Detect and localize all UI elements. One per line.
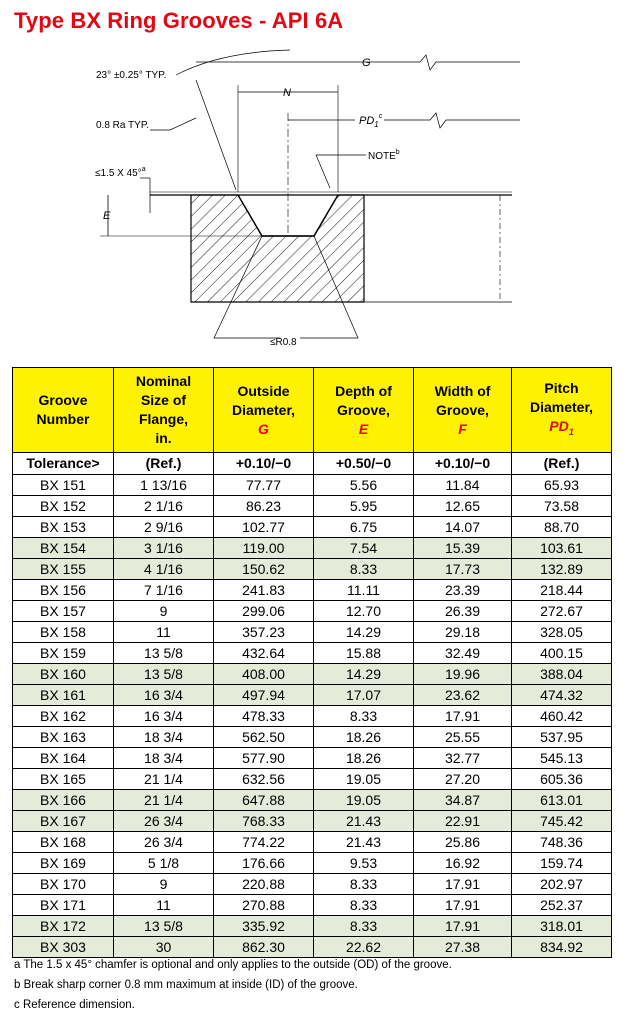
table-row bbox=[13, 727, 612, 748]
tolerance-row bbox=[13, 453, 612, 475]
table-cell: BX 170 bbox=[13, 874, 114, 895]
table-cell: BX 168 bbox=[13, 832, 114, 853]
chamfer-label: ≤1.5 X 45°$^a$ bbox=[95, 166, 146, 179]
table-row bbox=[13, 874, 612, 895]
table-cell: 17.07 bbox=[314, 685, 414, 706]
footnote-b: b Break sharp corner 0.8 mm maximum at inside (ID) of the groove. bbox=[14, 979, 358, 991]
table-cell: 335.92 bbox=[214, 916, 314, 937]
table-cell: 9 bbox=[114, 601, 214, 622]
table-cell: 86.23 bbox=[214, 496, 314, 517]
table-cell: 8.33 bbox=[314, 559, 414, 580]
table-cell: 768.33 bbox=[214, 811, 314, 832]
table-row bbox=[13, 811, 612, 832]
table-cell: 647.88 bbox=[214, 790, 314, 811]
table-cell: 748.36 bbox=[512, 832, 612, 853]
table-cell: 834.92 bbox=[512, 937, 612, 958]
table-cell: 65.93 bbox=[512, 475, 612, 496]
table-cell: 21 1/4 bbox=[114, 790, 214, 811]
table-cell: BX 157 bbox=[13, 601, 114, 622]
table-cell: BX 171 bbox=[13, 895, 114, 916]
table-cell: 17.91 bbox=[414, 916, 512, 937]
table-cell: BX 151 bbox=[13, 475, 114, 496]
groove-body-hatch bbox=[191, 195, 364, 302]
table-cell: 12.65 bbox=[414, 496, 512, 517]
surface-finish-label: 0.8 Ra TYP. bbox=[96, 120, 149, 131]
table-cell: 16.92 bbox=[414, 853, 512, 874]
table-cell: 357.23 bbox=[214, 622, 314, 643]
table-cell: BX 165 bbox=[13, 769, 114, 790]
table-cell: 32.77 bbox=[414, 748, 512, 769]
table-cell: 8.33 bbox=[314, 874, 414, 895]
table-row bbox=[13, 643, 612, 664]
table-cell: 497.94 bbox=[214, 685, 314, 706]
table-cell: 272.67 bbox=[512, 601, 612, 622]
table-cell: 17.91 bbox=[414, 706, 512, 727]
table-cell: 388.04 bbox=[512, 664, 612, 685]
table-cell: 11 bbox=[114, 895, 214, 916]
table-cell: 613.01 bbox=[512, 790, 612, 811]
table-cell: 18.26 bbox=[314, 748, 414, 769]
table-cell: 11 bbox=[114, 622, 214, 643]
table-cell: 103.61 bbox=[512, 538, 612, 559]
table-cell: 11.84 bbox=[414, 475, 512, 496]
table-cell: BX 159 bbox=[13, 643, 114, 664]
table-cell: 5.95 bbox=[314, 496, 414, 517]
table-cell: 14.29 bbox=[314, 622, 414, 643]
table-cell: (Ref.) bbox=[114, 453, 214, 475]
table-cell: 34.87 bbox=[414, 790, 512, 811]
table-cell: 7 1/16 bbox=[114, 580, 214, 601]
table-cell: BX 164 bbox=[13, 748, 114, 769]
table-cell: 299.06 bbox=[214, 601, 314, 622]
table-row bbox=[13, 517, 612, 538]
table-cell: 432.64 bbox=[214, 643, 314, 664]
table-cell: +0.10/−0 bbox=[214, 453, 314, 475]
header-outside-diameter: Outside Diameter, G bbox=[214, 368, 314, 453]
table-cell: 545.13 bbox=[512, 748, 612, 769]
table-cell: 17.73 bbox=[414, 559, 512, 580]
table-cell: 25.86 bbox=[414, 832, 512, 853]
table-cell: BX 303 bbox=[13, 937, 114, 958]
table-cell: BX 162 bbox=[13, 706, 114, 727]
table-cell: 132.89 bbox=[512, 559, 612, 580]
table-cell: 13 5/8 bbox=[114, 916, 214, 937]
table-cell: 19.96 bbox=[414, 664, 512, 685]
table-cell: BX 154 bbox=[13, 538, 114, 559]
table-cell: 7.54 bbox=[314, 538, 414, 559]
table-cell: 202.97 bbox=[512, 874, 612, 895]
table-cell: 774.22 bbox=[214, 832, 314, 853]
table-cell: BX 152 bbox=[13, 496, 114, 517]
table-cell: 1 13/16 bbox=[114, 475, 214, 496]
table-cell: 27.20 bbox=[414, 769, 512, 790]
table-row bbox=[13, 853, 612, 874]
table-cell: 460.42 bbox=[512, 706, 612, 727]
table-cell: 562.50 bbox=[214, 727, 314, 748]
table-cell: 159.74 bbox=[512, 853, 612, 874]
table-cell: 2 9/16 bbox=[114, 517, 214, 538]
table-cell: 77.77 bbox=[214, 475, 314, 496]
table-cell: 18 3/4 bbox=[114, 748, 214, 769]
table-cell: 18 3/4 bbox=[114, 727, 214, 748]
table-cell: BX 161 bbox=[13, 685, 114, 706]
table-cell: 73.58 bbox=[512, 496, 612, 517]
table-cell: BX 166 bbox=[13, 790, 114, 811]
table-cell: BX 158 bbox=[13, 622, 114, 643]
table-cell: 218.44 bbox=[512, 580, 612, 601]
table-cell: 862.30 bbox=[214, 937, 314, 958]
groove-dimensions-table bbox=[12, 367, 612, 958]
pd-dim-label: $PD_1^c$ bbox=[359, 113, 383, 129]
header-pitch-diameter: Pitch Diameter, $PD_1$ bbox=[512, 368, 612, 453]
angle-label: 23° ±0.25° TYP. bbox=[96, 70, 167, 81]
header-depth: Depth of Groove, E bbox=[314, 368, 414, 453]
table-cell: BX 163 bbox=[13, 727, 114, 748]
table-cell: 14.07 bbox=[414, 517, 512, 538]
table-cell: 328.05 bbox=[512, 622, 612, 643]
table-cell: BX 155 bbox=[13, 559, 114, 580]
table-cell: BX 156 bbox=[13, 580, 114, 601]
table-cell: 3 1/16 bbox=[114, 538, 214, 559]
table-cell: 21.43 bbox=[314, 832, 414, 853]
table-row bbox=[13, 580, 612, 601]
footnote-c: c Reference dimension. bbox=[14, 999, 135, 1011]
table-cell: 400.15 bbox=[512, 643, 612, 664]
table-cell: 14.29 bbox=[314, 664, 414, 685]
table-cell: 23.62 bbox=[414, 685, 512, 706]
table-cell: 15.88 bbox=[314, 643, 414, 664]
table-row bbox=[13, 706, 612, 727]
table-cell: 27.38 bbox=[414, 937, 512, 958]
table-row bbox=[13, 538, 612, 559]
header-groove-number: Groove Number bbox=[13, 368, 114, 453]
table-row bbox=[13, 601, 612, 622]
table-cell: 21 1/4 bbox=[114, 769, 214, 790]
header-row bbox=[13, 368, 612, 453]
table-cell: 605.36 bbox=[512, 769, 612, 790]
table-cell: 16 3/4 bbox=[114, 706, 214, 727]
table-cell: +0.50/−0 bbox=[314, 453, 414, 475]
table-row bbox=[13, 790, 612, 811]
table-cell: 26 3/4 bbox=[114, 811, 214, 832]
table-cell: 15.39 bbox=[414, 538, 512, 559]
table-row bbox=[13, 769, 612, 790]
table-cell: Tolerance> bbox=[13, 453, 114, 475]
table-cell: 8.33 bbox=[314, 916, 414, 937]
table-cell: +0.10/−0 bbox=[414, 453, 512, 475]
table-cell: 270.88 bbox=[214, 895, 314, 916]
table-cell: 2 1/16 bbox=[114, 496, 214, 517]
table-cell: 22.62 bbox=[314, 937, 414, 958]
table-cell: 632.56 bbox=[214, 769, 314, 790]
table-cell: BX 153 bbox=[13, 517, 114, 538]
table-cell: 19.05 bbox=[314, 790, 414, 811]
table-cell: 5.56 bbox=[314, 475, 414, 496]
table-cell: 13 5/8 bbox=[114, 643, 214, 664]
table-cell: 8.33 bbox=[314, 895, 414, 916]
table-row bbox=[13, 622, 612, 643]
table-row bbox=[13, 475, 612, 496]
table-cell: 26.39 bbox=[414, 601, 512, 622]
table-cell: 25.55 bbox=[414, 727, 512, 748]
table-cell: 11.11 bbox=[314, 580, 414, 601]
table-row bbox=[13, 832, 612, 853]
table-cell: 176.66 bbox=[214, 853, 314, 874]
table-row bbox=[13, 664, 612, 685]
table-cell: 9.53 bbox=[314, 853, 414, 874]
table-cell: 9 bbox=[114, 874, 214, 895]
table-cell: 474.32 bbox=[512, 685, 612, 706]
table-cell: 478.33 bbox=[214, 706, 314, 727]
table-cell: 150.62 bbox=[214, 559, 314, 580]
table-cell: 21.43 bbox=[314, 811, 414, 832]
table-row bbox=[13, 895, 612, 916]
table-row bbox=[13, 916, 612, 937]
table-cell: 32.49 bbox=[414, 643, 512, 664]
table-cell: 102.77 bbox=[214, 517, 314, 538]
table-row bbox=[13, 685, 612, 706]
table-cell: 241.83 bbox=[214, 580, 314, 601]
table-cell: 252.37 bbox=[512, 895, 612, 916]
groove-cross-section-diagram bbox=[0, 40, 625, 360]
table-cell: 17.91 bbox=[414, 895, 512, 916]
table-cell: 23.39 bbox=[414, 580, 512, 601]
table-cell: 22.91 bbox=[414, 811, 512, 832]
table-cell: 408.00 bbox=[214, 664, 314, 685]
table-cell: 13 5/8 bbox=[114, 664, 214, 685]
table-cell: 16 3/4 bbox=[114, 685, 214, 706]
table-cell: 6.75 bbox=[314, 517, 414, 538]
table-cell: 220.88 bbox=[214, 874, 314, 895]
table-cell: 5 1/8 bbox=[114, 853, 214, 874]
table-cell: 119.00 bbox=[214, 538, 314, 559]
table-cell: 12.70 bbox=[314, 601, 414, 622]
table-cell: 745.42 bbox=[512, 811, 612, 832]
table-cell: 8.33 bbox=[314, 706, 414, 727]
table-row bbox=[13, 937, 612, 958]
table-row bbox=[13, 496, 612, 517]
table-cell: 318.01 bbox=[512, 916, 612, 937]
table-cell: 26 3/4 bbox=[114, 832, 214, 853]
header-width: Width of Groove, F bbox=[414, 368, 512, 453]
e-dim-label: E bbox=[103, 210, 111, 222]
table-cell: 88.70 bbox=[512, 517, 612, 538]
table-cell: (Ref.) bbox=[512, 453, 612, 475]
table-cell: 577.90 bbox=[214, 748, 314, 769]
footnote-a: a The 1.5 x 45° chamfer is optional and only applies to the outside (OD) of the groove. bbox=[14, 959, 452, 971]
g-dim-label: G bbox=[362, 57, 371, 69]
table-cell: BX 169 bbox=[13, 853, 114, 874]
header-nominal-size: Nominal Size of Flange, in. bbox=[114, 368, 214, 453]
note-label: NOTE$^b$ bbox=[368, 149, 400, 162]
radius-label: ≤R0.8 bbox=[270, 337, 297, 348]
table-cell: 18.26 bbox=[314, 727, 414, 748]
table-cell: 4 1/16 bbox=[114, 559, 214, 580]
table-cell: 17.91 bbox=[414, 874, 512, 895]
table-cell: BX 167 bbox=[13, 811, 114, 832]
n-dim-label: N bbox=[283, 87, 291, 99]
table-cell: BX 172 bbox=[13, 916, 114, 937]
table-row bbox=[13, 748, 612, 769]
table-cell: 537.95 bbox=[512, 727, 612, 748]
table-row bbox=[13, 559, 612, 580]
table-cell: BX 160 bbox=[13, 664, 114, 685]
table-cell: 19.05 bbox=[314, 769, 414, 790]
table-cell: 30 bbox=[114, 937, 214, 958]
table-cell: 29.18 bbox=[414, 622, 512, 643]
page-title: Type BX Ring Grooves - API 6A bbox=[14, 8, 344, 33]
